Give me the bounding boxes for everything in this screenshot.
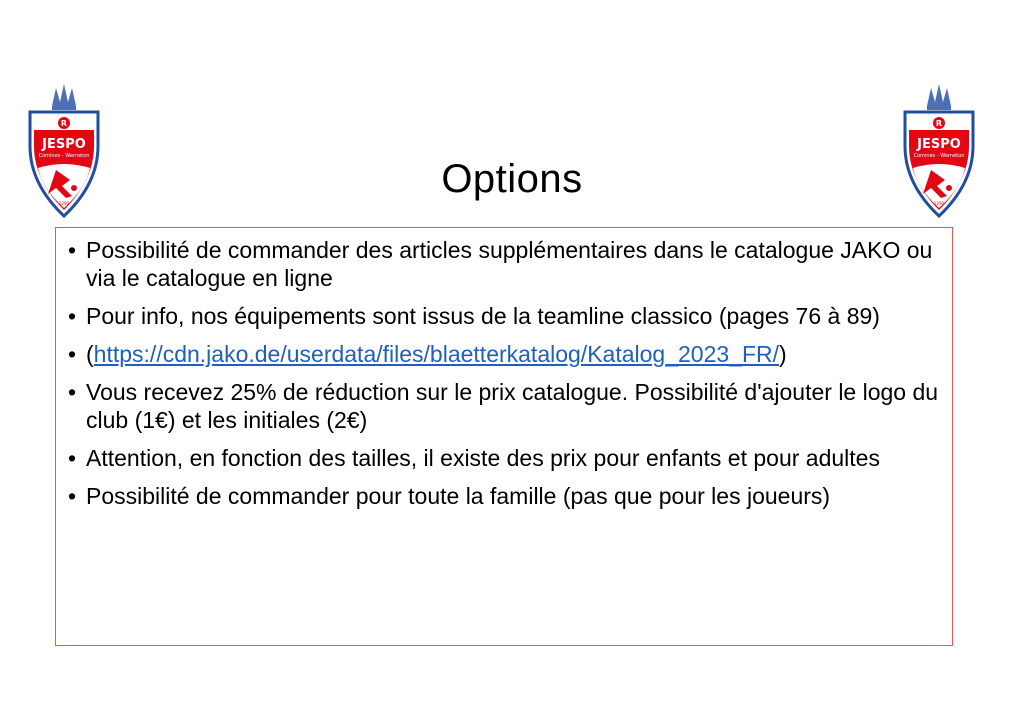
bullet-text: Possibilité de commander pour toute la famille (pas que pour les joueurs)	[86, 483, 831, 509]
list-item	[68, 482, 942, 510]
link-suffix: )	[779, 341, 787, 367]
list-item	[68, 302, 942, 330]
svg-text:Comines - Warneton: Comines - Warneton	[38, 153, 90, 159]
list-item	[68, 236, 942, 292]
bullet-text: Pour info, nos équipements sont issus de la teamline classico (pages 76 à 89)	[86, 303, 880, 329]
svg-text:JESPO: JESPO	[42, 137, 86, 152]
bullet-icon: •	[68, 445, 77, 471]
bullet-icon: •	[68, 303, 77, 329]
options-box	[55, 227, 953, 646]
svg-text:JESPO: JESPO	[917, 137, 961, 152]
bullet-list	[68, 236, 942, 510]
slide-title: Options	[441, 156, 583, 201]
list-item	[68, 444, 942, 472]
link-prefix: (	[86, 341, 94, 367]
svg-text:R: R	[935, 119, 943, 128]
bullet-text: Attention, en fonction des tailles, il existe des prix pour enfants et pour adultes	[86, 445, 880, 471]
svg-text:R: R	[60, 119, 68, 128]
svg-text:Comines - Warneton: Comines - Warneton	[913, 153, 965, 159]
list-item	[68, 340, 942, 368]
bullet-icon: •	[68, 483, 77, 509]
list-item	[68, 378, 942, 434]
bullet-text: Vous recevez 25% de réduction sur le prix catalogue. Possibilité d'ajouter le logo du club (1€) et les initiales (2€)	[86, 379, 939, 433]
bullet-text: Possibilité de commander des articles supplémentaires dans le catalogue JAKO ou via le catalogue en ligne	[86, 237, 933, 291]
svg-text:2290: 2290	[58, 201, 70, 206]
svg-text:2290: 2290	[933, 201, 945, 206]
bullet-icon: •	[68, 237, 77, 263]
bullet-icon: •	[68, 341, 77, 367]
catalog-link[interactable]: https://cdn.jako.de/userdata/files/blaetterkatalog/Katalog_2023_FR/	[93, 341, 779, 367]
bullet-icon: •	[68, 379, 77, 405]
